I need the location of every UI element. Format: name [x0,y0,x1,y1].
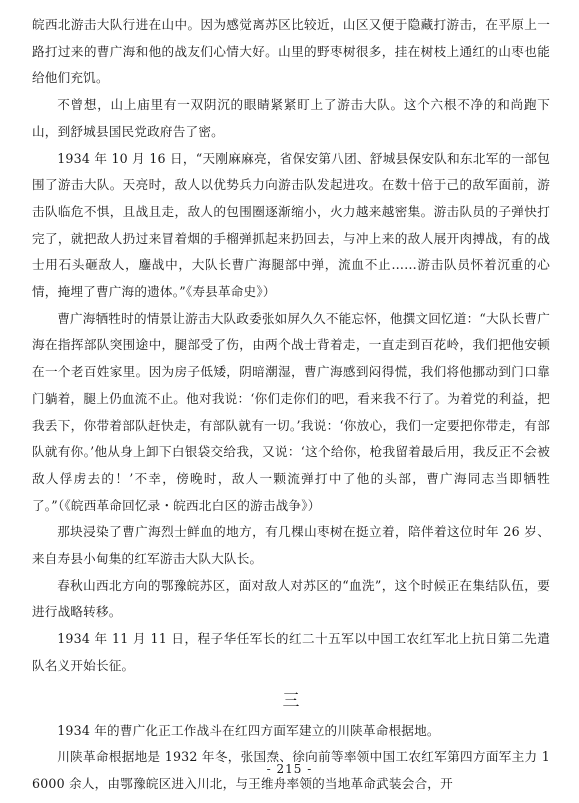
paragraph: 春秋山西北方向的鄂豫皖苏区，面对敌人对苏区的“血洗”，这个时候正在集结队伍，要进行战略转移。 [32,577,550,620]
section-body-text [32,718,550,798]
page-number: - 215 - [266,762,313,776]
body-text [32,12,550,680]
paragraph: 1934 年 11 月 11 日，程子华任军长的红二十五军以中国工农红军北上抗日第二先遣队名义开始长征。 [32,631,550,673]
paragraph: 1934 年的曹广化正工作战斗在红四方面军建立的川陕革命根据地。 [57,722,440,738]
paragraph: 曹广海牺牲时的情景让游击大队政委张如屏久久不能忘怀，他撰文回忆道：“大队长曹广海在指挥部队突围途中，腿部受了伤，由两个战士背着走，一直走到百花岭，我们把他安顿在一个老百姓家里。因为房子低矮，阴暗潮湿，曹广海感到闷得慌，我们将他挪动到门口靠门躺着，腿上仍血流不止。他对我说：‘你们走你们的吧，看来我不行了。为着党的利益，把我丢下，你带着部队赶快走，有部队就有一切。’我说：‘你放心，我们一定要把你带走，有部队就有你。’他从身上卸下白银袋交给我，又说：‘这个给你，枪我留着最后用，我反正不会被敌人俘虏去的！’不幸，傍晚时，敌人一颗流弹打中了他的头部，曹广海同志当即牺牲了。”（《皖西革命回忆录・皖西北白区的游击战争》） [32,310,550,513]
paragraph: 川陕革命根据地是 1932 年冬，张国焘、徐向前等率领中国工农红军第四方面军主力 16000 余人，由鄂豫皖区进入川北，与王维舟率领的当地革命武装会合，开 [32,749,550,791]
paragraph: 那块浸染了曹广海烈士鲜血的地方，有几棵山枣树在挺立着，陪伴着这位时年 26 岁、来自寿县小甸集的红军游击大队大队长。 [32,524,550,567]
section-title: 三 [282,690,300,711]
paragraph: 皖西北游击大队行进在山中。因为感觉离苏区比较近，山区又便于隐藏打游击，在平原上一路打过来的曹广海和他的战友们心情大好。山里的野枣树很多，挂在树枝上通红的山枣也能给他们充饥。 [32,17,550,86]
page-content [32,12,550,798]
paragraph: 不曾想，山上庙里有一双阴沉的眼睛紧紧盯上了游击大队。这个六根不净的和尚跑下山，到舒城县国民党政府告了密。 [32,97,550,139]
paragraph: 1934 年 10 月 16 日，“天刚麻麻亮，省保安第八团、舒城县保安队和东北军的一部包围了游击大队。天亮时，敌人以优势兵力向游击队发起进攻。在数十倍于己的敌军面前，游击队临危不惧，且战且走，敌人的包围圈逐渐缩小，火力越来越密集。游击队员的子弹快打完了，就把敌人扔过来冒着烟的手榴弹抓起来扔回去，与冲上来的敌人展开肉搏战，有的战士用石头砸敌人，鏖战中，大队长曹广海腿部中弹，流血不止……游击队员怀着沉重的心情，掩埋了曹广海的遗体。”《寿县革命史》） [32,150,550,300]
